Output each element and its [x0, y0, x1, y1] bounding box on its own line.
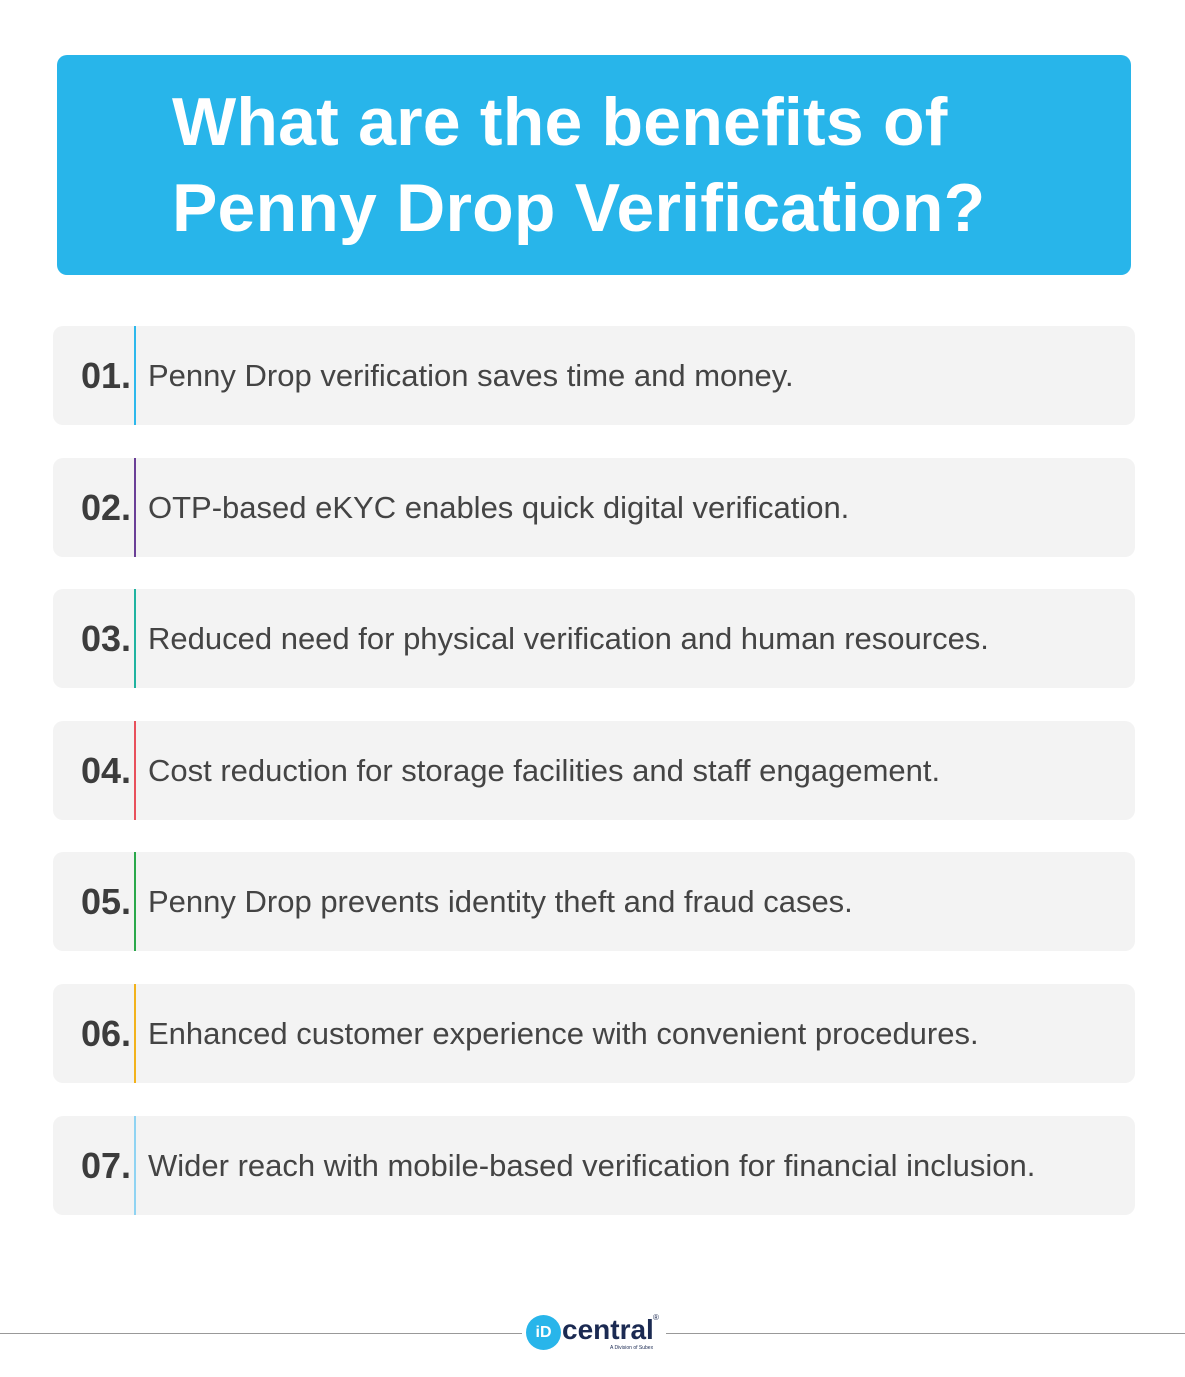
benefit-number: 06.: [80, 1012, 131, 1054]
benefit-accent-bar: [134, 458, 136, 557]
benefit-number: 04.: [80, 749, 131, 791]
logo-wordmark: central: [562, 1314, 654, 1345]
logo-mark-icon: iD: [526, 1315, 561, 1350]
benefit-accent-bar: [134, 984, 136, 1083]
benefit-text: Wider reach with mobile-based verification for financial inclusion.: [148, 1147, 1036, 1183]
benefit-text: Penny Drop prevents identity theft and fraud cases.: [148, 883, 853, 919]
benefit-accent-bar: [134, 589, 136, 688]
benefit-item-2: [53, 458, 1135, 557]
benefit-accent-bar: [134, 852, 136, 951]
page-title-line-1: What are the benefits of: [172, 84, 948, 160]
footer-divider-left: [0, 1333, 522, 1334]
idcentral-logo: [524, 1313, 664, 1355]
benefit-text: OTP-based eKYC enables quick digital verification.: [148, 489, 850, 525]
benefit-number: 05.: [80, 880, 131, 922]
benefit-item-1: [53, 326, 1135, 425]
benefit-number: 07.: [80, 1144, 131, 1186]
benefit-item-3: [53, 589, 1135, 688]
benefit-item-4: [53, 721, 1135, 820]
benefit-text: Cost reduction for storage facilities and staff engagement.: [148, 752, 941, 788]
benefit-item-5: [53, 852, 1135, 951]
title-banner: [57, 55, 1131, 275]
benefit-number: 03.: [80, 617, 131, 659]
benefit-number: 02.: [80, 486, 131, 528]
footer-divider-right: [666, 1333, 1185, 1334]
benefit-accent-bar: [134, 1116, 136, 1215]
benefit-text: Enhanced customer experience with convenient procedures.: [148, 1015, 979, 1051]
benefit-text: Reduced need for physical verification and human resources.: [148, 620, 989, 656]
benefit-item-6: [53, 984, 1135, 1083]
logo-tagline: A Division of Subex: [610, 1345, 654, 1351]
benefit-text: Penny Drop verification saves time and money.: [148, 357, 794, 393]
benefit-accent-bar: [134, 721, 136, 820]
benefit-item-7: [53, 1116, 1135, 1215]
page-title-line-2: Penny Drop Verification?: [172, 170, 986, 246]
benefit-number: 01.: [80, 354, 131, 396]
registered-mark: ®: [653, 1313, 659, 1322]
benefit-accent-bar: [134, 326, 136, 425]
